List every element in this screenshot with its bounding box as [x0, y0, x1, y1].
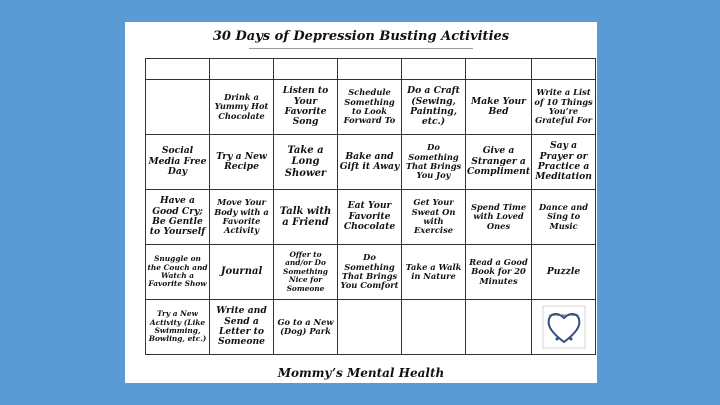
header-cell — [274, 59, 338, 80]
day-cell — [466, 300, 532, 355]
header-cell — [338, 59, 402, 80]
day-cell: Dance and Sing to Music — [532, 190, 596, 245]
day-cell: Go to a New (Dog) Park — [274, 300, 338, 355]
day-cell: Write and Send a Letter to Someone — [210, 300, 274, 355]
page-title: 30 Days of Depression Busting Activities — [212, 29, 510, 44]
day-cell: Puzzle — [532, 245, 596, 300]
heart-logo-icon — [542, 305, 586, 349]
day-cell: Try a New Activity (Like Swimming, Bowling, etc.) — [146, 300, 210, 355]
day-cell: Take a Walk in Nature — [402, 245, 466, 300]
day-cell — [338, 300, 402, 355]
header-cell — [146, 59, 210, 80]
day-cell: Say a Prayer or Practice a Meditation — [532, 135, 596, 190]
day-cell: Eat Your Favorite Chocolate — [338, 190, 402, 245]
day-cell: Drink a Yummy Hot Chocolate — [210, 80, 274, 135]
activity-sheet — [125, 22, 597, 383]
day-cell — [402, 300, 466, 355]
day-cell: Have a Good Cry; Be Gentle to Yourself — [146, 190, 210, 245]
calendar-row — [146, 80, 596, 135]
header-cell — [466, 59, 532, 80]
header-cell — [532, 59, 596, 80]
day-cell: Move Your Body with a Favorite Activity — [210, 190, 274, 245]
calendar-row — [146, 190, 596, 245]
day-cell: Do Something That Brings You Joy — [402, 135, 466, 190]
header-row — [146, 59, 596, 80]
logo-cell — [532, 300, 596, 355]
day-cell: Read a Good Book for 20 Minutes — [466, 245, 532, 300]
header-cell — [402, 59, 466, 80]
day-cell: Spend Time with Loved Ones — [466, 190, 532, 245]
day-cell: Do a Craft (Sewing, Painting, etc.) — [402, 80, 466, 135]
day-cell: Listen to Your Favorite Song — [274, 80, 338, 135]
day-cell: Give a Stranger a Compliment — [466, 135, 532, 190]
header-cell — [210, 59, 274, 80]
day-cell: Do Something That Brings You Comfort — [338, 245, 402, 300]
logo-text: Mommy's Mental Health — [548, 314, 579, 317]
day-cell: Bake and Gift it Away — [338, 135, 402, 190]
footer-brand: Mommy’s Mental Health — [277, 366, 445, 380]
day-cell: Talk with a Friend — [274, 190, 338, 245]
day-cell: Make Your Bed — [466, 80, 532, 135]
day-cell: Write a List of 10 Things You’re Grateful For — [532, 80, 596, 135]
day-cell — [146, 80, 210, 135]
day-cell: Take a Long Shower — [274, 135, 338, 190]
day-cell: Try a New Recipe — [210, 135, 274, 190]
day-cell: Social Media Free Day — [146, 135, 210, 190]
day-cell: Offer to and/or Do Something Nice for Someone — [274, 245, 338, 300]
calendar-row — [146, 300, 596, 355]
day-cell: Get Your Sweat On with Exercise — [402, 190, 466, 245]
day-cell: Snuggle on the Couch and Watch a Favorite Show — [146, 245, 210, 300]
day-cell: Schedule Something to Look Forward To — [338, 80, 402, 135]
calendar-row — [146, 245, 596, 300]
activity-calendar-grid — [145, 58, 596, 355]
day-cell: Journal — [210, 245, 274, 300]
title-underline — [249, 48, 473, 49]
calendar-row — [146, 135, 596, 190]
